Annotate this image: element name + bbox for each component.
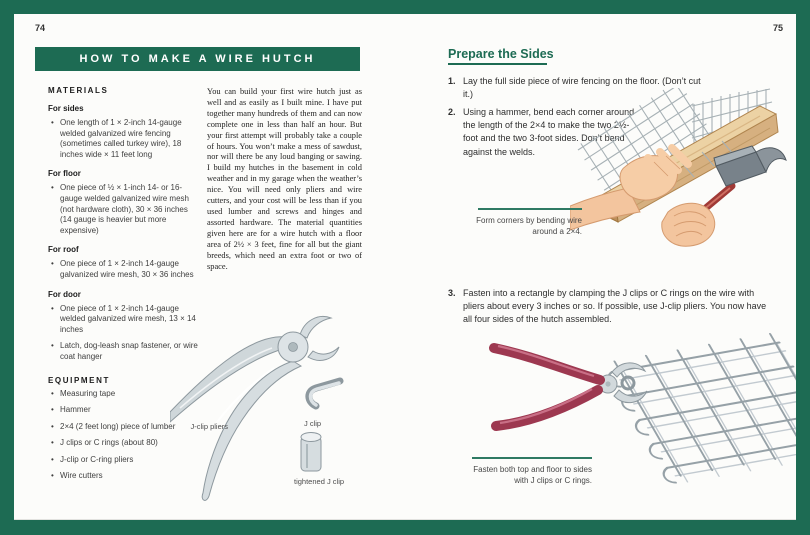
left-page-number: 74: [35, 23, 46, 33]
material-group: [48, 104, 200, 160]
caption-rule: [472, 457, 592, 459]
equipment-item: • J clips or C rings (about 80): [48, 438, 200, 449]
step-text: Using a hammer, bend each corner around the length of the 2×4 to make the two 2½-foot and the two 3-foot sides. Don’t bend against the welds.: [463, 107, 635, 157]
page-edge-line: [14, 519, 796, 520]
step-item: [448, 287, 770, 327]
equipment-heading: EQUIPMENT: [48, 375, 110, 385]
section-heading-rule: [448, 63, 547, 65]
materials-heading: MATERIALS: [48, 86, 109, 95]
j-clip-pliers-label: J-clip pliers: [190, 422, 228, 431]
fasten-illustration: [460, 328, 796, 514]
material-group: [48, 245, 200, 280]
equipment-item: • Measuring tape: [48, 389, 200, 400]
material-group-label: For roof: [48, 245, 79, 255]
title-banner: HOW TO MAKE A WIRE HUTCH: [35, 47, 360, 71]
intro-paragraph: You can build your first wire hutch just as well and as easily as I built mine. I have put together many hundreds of them and can now complete one in less than half an hour. But your first attempt will probably take a couple of hours. You won’t make a mess of sawdust, nor will there be any loud banging or sawing. I build my hutches in the basement in cold weather and in my garage when the weather’s nice. You will need only pliers and wire cutters, and your cost will be less than if you used lumber and screws and hinges and assorted hardware. The material quantities given here are for a wire hutch with a floor area of 2½ × 3 feet, fine for all but the giant breeds, which need an extra foot or two of space.: [207, 87, 362, 271]
illustration-caption: Fasten both top and floor to sides with J clips or C rings.: [473, 464, 592, 485]
step-number: 1.: [448, 76, 456, 86]
caption-rule: [478, 208, 582, 210]
material-group-label: For sides: [48, 104, 84, 113]
illustration-caption: Form corners by bending wire around a 2×4.: [476, 215, 582, 236]
step-number: 3.: [448, 288, 456, 298]
tightened-j-clip-label: tightened J clip: [294, 477, 345, 486]
right-page-number: 75: [772, 23, 783, 33]
step-text: Lay the full side piece of wire fencing on the floor. (Don’t cut it.): [463, 76, 701, 100]
j-clip-label: J clip: [304, 419, 322, 428]
material-group-label: For floor: [48, 169, 81, 179]
material-item: • Latch, dog-leash snap fastener, or wire coat hanger: [48, 341, 200, 362]
book-spread: [14, 14, 796, 520]
caption-block: [470, 457, 592, 486]
step-text: Fasten into a rectangle by clamping the J clips or C rings on the wire with pliers about every 3 inches or so. If possible, use J-clip pliers. You now have all four sides of the hutch assembled.: [463, 288, 767, 325]
material-item: • One piece of ½ × 1-inch 14- or 16-gauge welded galvanized wire mesh (not hardware cloth), 30 × 36 inches (14 gauge is heavier but more expensive): [48, 183, 200, 236]
equipment-item: • J-clip or C-ring pliers: [48, 455, 200, 466]
bend-wire-illustration: [570, 88, 796, 268]
equipment-item: • 2×4 (2 feet long) piece of lumber: [48, 422, 200, 433]
step-number: 2.: [448, 107, 456, 117]
equipment-item: • Hammer: [48, 405, 200, 416]
material-item: • One piece of 1 × 2-inch 14-gauge welded galvanized wire mesh, 13 × 14 inches: [48, 304, 200, 336]
material-item: • One piece of 1 × 2-inch 14-gauge galvanized wire mesh, 30 × 36 inches: [48, 259, 200, 280]
material-group-label: For door: [48, 289, 81, 299]
material-group: [48, 169, 200, 236]
caption-block: [460, 208, 582, 237]
material-item: • One length of 1 × 2-inch 14-gauge welded galvanized wire fencing (sometimes called turkey wire), 18 inches wide × 11 feet long: [48, 118, 200, 160]
equipment-item: • Wire cutters: [48, 471, 200, 482]
section-heading: Prepare the Sides: [448, 47, 554, 61]
